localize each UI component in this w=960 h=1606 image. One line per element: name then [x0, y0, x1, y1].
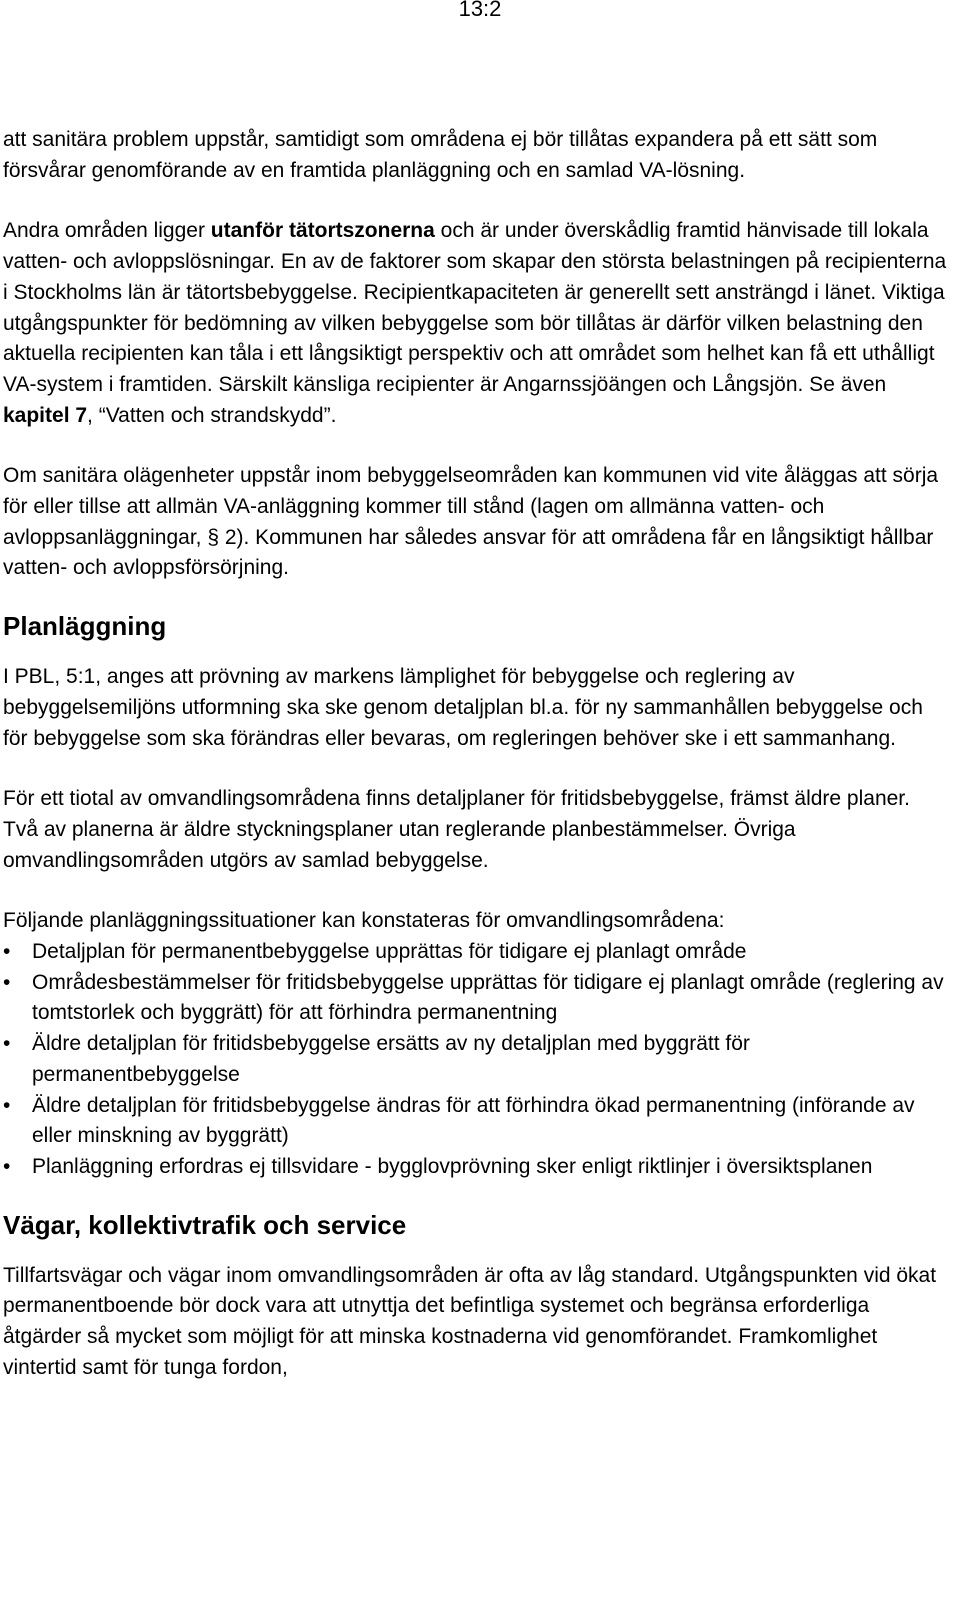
text-run: Andra områden ligger: [3, 219, 211, 243]
list-item-text: Äldre detaljplan för fritidsbebyggelse ersätts av ny detaljplan med byggrätt för permanentbebyggelse: [32, 1032, 750, 1086]
list-item-text: Områdesbestämmelser för fritidsbebyggelse upprättas för tidigare ej planlagt område (reglering av tomtstorlek och byggrätt) för att förhindra permanentning: [32, 970, 944, 1025]
paragraph-planning-situations: Följande planläggningssituationer kan konstateras för omvandlingsområdena:: [3, 909, 725, 933]
list-item-text: Planläggning erfordras ej tillsvidare - bygglovprövning sker enligt riktlinjer i översiktsplanen: [32, 1154, 873, 1178]
list-item: [3, 968, 948, 1029]
paragraph-access-roads: Tillfartsvägar och vägar inom omvandlingsområden är ofta av låg standard. Utgångspunkten vid ökat permanentboende bör dock vara att utnyttja det befintliga systemet och begränsa erforderliga åtgärder så mycket som möjligt för att minska kostnaderna vid genomförandet. Framkomlighet vintertid samt för tunga fordon,: [3, 1263, 937, 1379]
page-body: [3, 125, 948, 1384]
list-item: [3, 1091, 948, 1152]
bullet-icon: •: [3, 1032, 11, 1056]
list-item: [3, 1152, 948, 1183]
paragraph-pbl: I PBL, 5:1, anges att prövning av markens lämplighet för bebyggelse och reglering av bebyggelsemiljöns utformning ska ske genom detaljplan bl.a. för ny sammanhållen bebyggelse och för bebyggelse som ska förändras eller bevaras, om regleringen behöver ske i ett sammanhang.: [3, 665, 923, 750]
bold-term-utanfor-tatortszonerna: utanför tätortszonerna: [210, 219, 435, 243]
paragraph-outside-urban-zones: [3, 216, 948, 431]
bullet-icon: •: [3, 1093, 11, 1117]
bullet-icon: •: [3, 940, 11, 964]
list-item-text: Äldre detaljplan för fritidsbebyggelse ändras för att förhindra ökad permanentning (införande av eller minskning av byggrätt): [32, 1093, 915, 1148]
bullet-list-planning-situations: [3, 937, 948, 1183]
heading-vagar-kollektivtrafik-service: Vägar, kollektivtrafik och service: [3, 1209, 407, 1240]
text-run: , “Vatten och strandskydd”.: [87, 403, 337, 427]
heading-planlaggning: Planläggning: [3, 611, 167, 642]
bullet-icon: •: [3, 970, 11, 994]
list-item: [3, 937, 948, 968]
paragraph-sanitary-problems: att sanitära problem uppstår, samtidigt som områdena ej bör tillåtas expandera på ett sätt som försvårar genomförande av en framtida planläggning och en samlad VA-lösning.: [3, 128, 878, 182]
list-item-text: Detaljplan för permanentbebyggelse upprättas för tidigare ej planlagt område: [32, 940, 747, 964]
page-number: 13:2: [458, 0, 502, 21]
bold-ref-kapitel-7: kapitel 7: [3, 403, 88, 427]
text-run: och är under överskådlig framtid hänvisade till lokala vatten- och avloppslösningar. En av de faktorer som skapar den största belastningen på recipienterna i Stockholms län är tätortsbebyggelse. Recipientkapaciteten är generellt sett ansträngd i länet. Viktiga utgångspunkter för bedömning av vilken bebyggelse som bör tillåtas är därför vilken belastning den aktuella recipienten kan tåla i ett långsiktigt perspektiv och att området som helhet kan få ett uthålligt VA-system i framtiden. Särskilt känsliga recipienter är Angarnssjöängen och Långsjön. Se även: [3, 219, 947, 396]
paragraph-sanitary-nuisance: Om sanitära olägenheter uppstår inom bebyggelseområden kan kommunen vid vite åläggas att sörja för eller tillse att allmän VA-anläggning kommer till stånd (lagen om allmänna vatten- och avloppsanläggningar, § 2). Kommunen har således ansvar för att områdena får en långsiktigt hållbar vatten- och avloppsförsörjning.: [3, 464, 939, 580]
paragraph-detailed-plans: För ett tiotal av omvandlingsområdena finns detaljplaner för fritidsbebyggelse, främst äldre planer. Två av planerna är äldre styckningsplaner utan reglerande planbestämmelser. Övriga omvandlingsområden utgörs av samlad bebyggelse.: [3, 787, 910, 872]
bullet-icon: •: [3, 1154, 11, 1178]
list-item: [3, 1029, 948, 1090]
